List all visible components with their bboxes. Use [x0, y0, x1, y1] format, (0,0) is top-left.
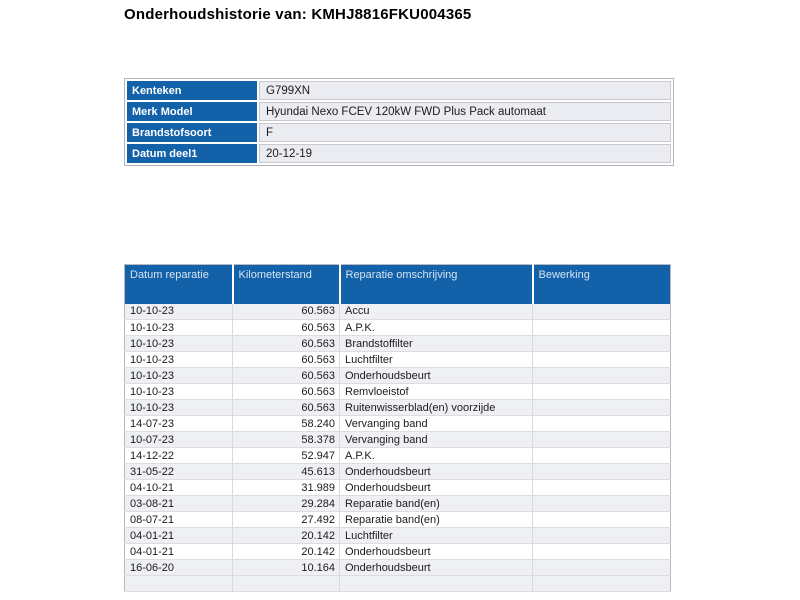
history-cell-datum-reparatie: 10-10-23 [125, 368, 233, 384]
history-cell-bewerking [533, 432, 671, 448]
history-row [125, 448, 671, 464]
history-cell-datum-reparatie: 10-10-23 [125, 384, 233, 400]
history-row [125, 528, 671, 544]
info-label-kenteken: Kenteken [127, 81, 257, 100]
history-cell-reparatie-omschrijving: Onderhoudsbeurt [340, 368, 533, 384]
history-cell-kilometerstand: 60.563 [233, 320, 340, 336]
history-cell-kilometerstand: 20.142 [233, 528, 340, 544]
history-row [125, 480, 671, 496]
history-cell-bewerking [533, 384, 671, 400]
history-cell-kilometerstand: 60.563 [233, 400, 340, 416]
info-value-brandstofsoort: F [259, 123, 671, 142]
history-cell-bewerking [533, 336, 671, 352]
history-row [125, 384, 671, 400]
history-cell-kilometerstand: 60.563 [233, 384, 340, 400]
history-partial-row-clipped [125, 576, 671, 592]
history-cell [340, 576, 533, 592]
history-cell-bewerking [533, 368, 671, 384]
history-cell-datum-reparatie: 10-10-23 [125, 352, 233, 368]
history-cell-bewerking [533, 496, 671, 512]
info-row-kenteken [127, 81, 671, 100]
history-cell-bewerking [533, 464, 671, 480]
history-cell-datum-reparatie: 04-01-21 [125, 544, 233, 560]
history-table-header [125, 265, 671, 304]
column-header-datum-reparatie: Datum reparatie [125, 265, 233, 304]
history-cell-kilometerstand: 60.563 [233, 336, 340, 352]
history-cell-datum-reparatie: 31-05-22 [125, 464, 233, 480]
history-cell-kilometerstand: 60.563 [233, 304, 340, 320]
history-cell-kilometerstand: 31.989 [233, 480, 340, 496]
history-cell-datum-reparatie: 14-07-23 [125, 416, 233, 432]
history-cell-reparatie-omschrijving: Ruitenwisserblad(en) voorzijde [340, 400, 533, 416]
history-cell-bewerking [533, 560, 671, 576]
history-cell-kilometerstand: 60.563 [233, 352, 340, 368]
history-cell-datum-reparatie: 10-10-23 [125, 336, 233, 352]
history-cell-reparatie-omschrijving: Onderhoudsbeurt [340, 560, 533, 576]
history-cell-kilometerstand: 60.563 [233, 368, 340, 384]
history-cell-kilometerstand: 27.492 [233, 512, 340, 528]
page-title: Onderhoudshistorie van: KMHJ8816FKU004365 [124, 6, 472, 23]
history-row [125, 560, 671, 576]
history-cell-kilometerstand: 58.240 [233, 416, 340, 432]
history-cell-datum-reparatie: 16-06-20 [125, 560, 233, 576]
info-label-datum-deel1: Datum deel1 [127, 144, 257, 163]
history-row [125, 496, 671, 512]
history-cell-bewerking [533, 544, 671, 560]
info-value-kenteken: G799XN [259, 81, 671, 100]
history-cell-bewerking [533, 320, 671, 336]
history-cell-kilometerstand: 29.284 [233, 496, 340, 512]
history-cell-datum-reparatie: 03-08-21 [125, 496, 233, 512]
history-cell-bewerking [533, 400, 671, 416]
history-row [125, 464, 671, 480]
history-cell-reparatie-omschrijving: Reparatie band(en) [340, 496, 533, 512]
history-row [125, 576, 671, 592]
history-table-body [125, 304, 671, 576]
history-cell-reparatie-omschrijving: Brandstoffilter [340, 336, 533, 352]
history-cell-reparatie-omschrijving: Onderhoudsbeurt [340, 544, 533, 560]
history-cell-reparatie-omschrijving: Accu [340, 304, 533, 320]
history-cell-datum-reparatie: 10-07-23 [125, 432, 233, 448]
history-cell [533, 576, 671, 592]
history-cell-bewerking [533, 448, 671, 464]
history-row [125, 400, 671, 416]
history-cell-datum-reparatie: 10-10-23 [125, 304, 233, 320]
maintenance-history-table [124, 264, 671, 592]
info-value-datum-deel1: 20-12-19 [259, 144, 671, 163]
column-header-bewerking: Bewerking [533, 265, 671, 304]
history-cell-reparatie-omschrijving: A.P.K. [340, 448, 533, 464]
info-label-brandstofsoort: Brandstofsoort [127, 123, 257, 142]
info-row-merk-model [127, 102, 671, 121]
history-cell [233, 576, 340, 592]
history-row [125, 432, 671, 448]
column-header-reparatie-omschrijving: Reparatie omschrijving [340, 265, 533, 304]
history-cell-bewerking [533, 528, 671, 544]
history-row [125, 368, 671, 384]
history-row [125, 416, 671, 432]
history-row [125, 512, 671, 528]
history-cell-datum-reparatie: 10-10-23 [125, 400, 233, 416]
history-cell-reparatie-omschrijving: Luchtfilter [340, 528, 533, 544]
history-cell-bewerking [533, 352, 671, 368]
history-cell-reparatie-omschrijving: Reparatie band(en) [340, 512, 533, 528]
history-row [125, 304, 671, 320]
history-cell-datum-reparatie: 10-10-23 [125, 320, 233, 336]
history-row [125, 544, 671, 560]
column-header-kilometerstand: Kilometerstand [233, 265, 340, 304]
history-cell-datum-reparatie: 08-07-21 [125, 512, 233, 528]
history-cell-reparatie-omschrijving: Vervanging band [340, 416, 533, 432]
history-cell-reparatie-omschrijving: Onderhoudsbeurt [340, 464, 533, 480]
history-cell-bewerking [533, 416, 671, 432]
history-header-row [125, 265, 671, 304]
vehicle-info-table [124, 78, 674, 166]
info-row-brandstofsoort [127, 123, 671, 142]
history-cell-kilometerstand: 52.947 [233, 448, 340, 464]
history-cell [125, 576, 233, 592]
history-cell-kilometerstand: 20.142 [233, 544, 340, 560]
info-row-datum-deel1 [127, 144, 671, 163]
history-row [125, 320, 671, 336]
history-row [125, 336, 671, 352]
history-cell-bewerking [533, 304, 671, 320]
history-cell-datum-reparatie: 04-10-21 [125, 480, 233, 496]
history-cell-kilometerstand: 58.378 [233, 432, 340, 448]
info-label-merk-model: Merk Model [127, 102, 257, 121]
history-cell-reparatie-omschrijving: Onderhoudsbeurt [340, 480, 533, 496]
history-row [125, 352, 671, 368]
history-cell-datum-reparatie: 04-01-21 [125, 528, 233, 544]
history-cell-bewerking [533, 512, 671, 528]
history-cell-datum-reparatie: 14-12-22 [125, 448, 233, 464]
history-cell-bewerking [533, 480, 671, 496]
history-cell-reparatie-omschrijving: Vervanging band [340, 432, 533, 448]
history-cell-reparatie-omschrijving: Luchtfilter [340, 352, 533, 368]
history-cell-kilometerstand: 45.613 [233, 464, 340, 480]
history-cell-reparatie-omschrijving: A.P.K. [340, 320, 533, 336]
info-value-merk-model: Hyundai Nexo FCEV 120kW FWD Plus Pack automaat [259, 102, 671, 121]
history-cell-reparatie-omschrijving: Remvloeistof [340, 384, 533, 400]
history-cell-kilometerstand: 10.164 [233, 560, 340, 576]
